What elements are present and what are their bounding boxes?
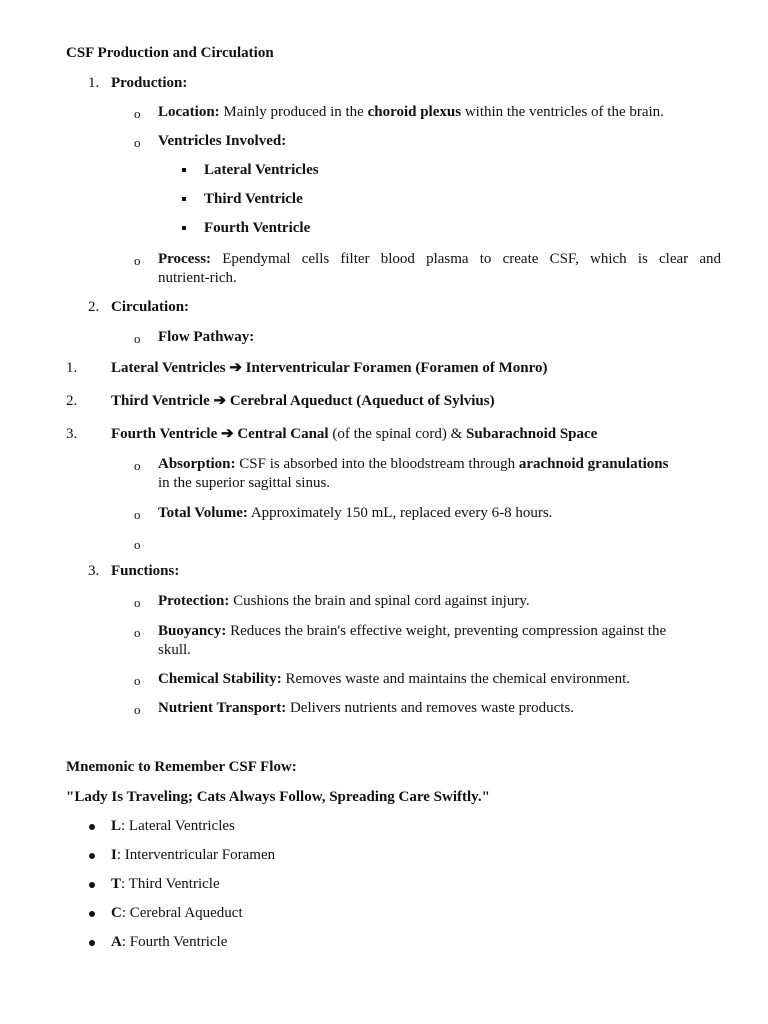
square-bullet-icon [182,168,186,172]
ventricle-item: Fourth Ventricle [204,220,311,236]
circle-bullet-icon: o [134,507,141,522]
bullet-dot-icon [89,882,95,888]
mnemonic-item: I: Interventricular Foramen [111,847,276,863]
circle-bullet-icon: o [134,331,141,346]
section-heading-functions: Functions: [111,563,180,579]
circle-bullet-icon: o [134,625,141,640]
mnemonic-item: T: Third Ventricle [111,876,220,892]
section-heading-production: Production: [111,75,188,91]
bullet-dot-icon [89,853,95,859]
arrow-right-icon: ➔ [221,426,234,442]
list-number: 2. [88,299,100,315]
process-line-1: Process: Ependymal cells filter blood plasma to create CSF, which is clear and [158,251,722,267]
ventricle-item: Lateral Ventricles [204,162,319,178]
mnemonic-item: C: Cerebral Aqueduct [111,905,243,921]
bullet-dot-icon [89,940,95,946]
circle-bullet-icon: o [134,253,141,268]
flow-step-2: Third Ventricle ➔ Cerebral Aqueduct (Aqueduct of Sylvius) [111,393,495,409]
flow-step-1: Lateral Ventricles ➔ Interventricular Foramen (Foramen of Monro) [111,360,548,376]
circle-bullet-icon: o [134,458,141,473]
buoyancy-line-2: skull. [158,642,191,658]
mnemonic-heading: Mnemonic to Remember CSF Flow: [66,759,297,775]
section-heading-circulation: Circulation: [111,299,190,315]
chemical-stability-line: Chemical Stability: Removes waste and maintains the chemical environment. [158,671,630,687]
circle-bullet-icon: o [134,595,141,610]
flow-step-number: 1. [66,360,78,376]
mnemonic-item: L: Lateral Ventricles [111,818,235,834]
list-number: 1. [88,75,100,91]
mnemonic-phrase: "Lady Is Traveling; Cats Always Follow, Spreading Care Swiftly." [66,789,490,805]
flow-step-3: Fourth Ventricle ➔ Central Canal (of the spinal cord) & Subarachnoid Space [111,426,598,442]
list-number: 3. [88,563,100,579]
nutrient-transport-line: Nutrient Transport: Delivers nutrients and removes waste products. [158,700,575,716]
ventricles-label: Ventricles Involved: [158,133,287,149]
protection-line: Protection: Cushions the brain and spinal cord against injury. [158,593,530,609]
total-volume-line: Total Volume: Approximately 150 mL, replaced every 6-8 hours. [158,505,553,521]
arrow-right-icon: ➔ [229,360,242,376]
flow-pathway-label: Flow Pathway: [158,329,255,345]
circle-bullet-icon: o [134,673,141,688]
flow-step-number: 2. [66,393,78,409]
bullet-dot-icon [89,824,95,830]
absorption-line-2: in the superior sagittal sinus. [158,475,331,491]
empty-bullet-icon: o [134,537,141,552]
circle-bullet-icon: o [134,106,141,121]
circle-bullet-icon: o [134,702,141,717]
square-bullet-icon [182,197,186,201]
square-bullet-icon [182,226,186,230]
absorption-line-1: Absorption: CSF is absorbed into the bloodstream through arachnoid granulations [158,456,669,472]
arrow-right-icon: ➔ [213,393,227,409]
process-line-2: nutrient-rich. [158,270,237,286]
page-title: CSF Production and Circulation [66,45,274,61]
ventricle-item: Third Ventricle [204,191,303,207]
buoyancy-line-1: Buoyancy: Reduces the brain's effective weight, preventing compression against the [158,623,667,639]
bullet-dot-icon [89,911,95,917]
location-line: Location: Mainly produced in the choroid plexus within the ventricles of the brain. [158,104,664,120]
mnemonic-item: A: Fourth Ventricle [111,934,228,950]
flow-step-number: 3. [66,426,78,442]
circle-bullet-icon: o [134,135,141,150]
